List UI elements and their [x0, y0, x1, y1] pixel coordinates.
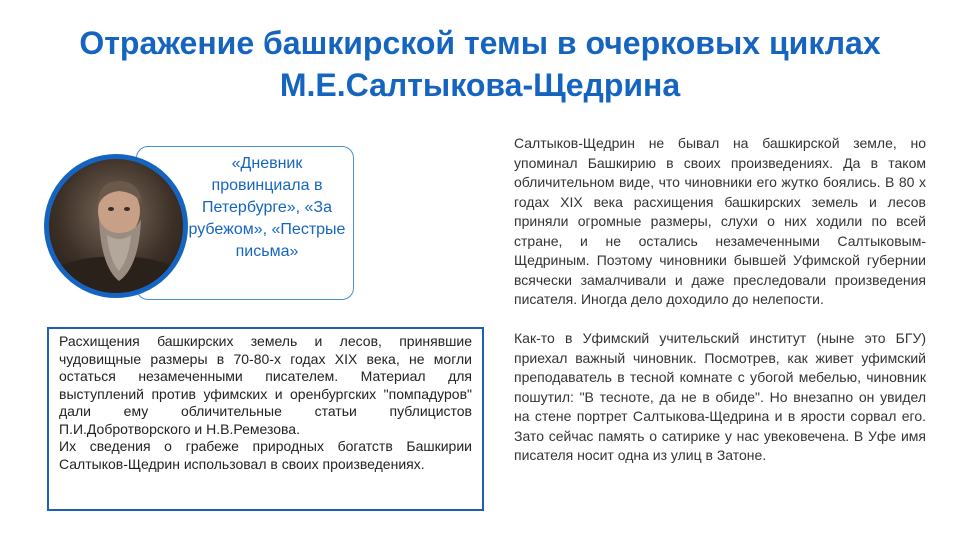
page-title: Отражение башкирской темы в очерковых циклах М.Е.Салтыкова-Щедрина — [79, 25, 881, 103]
portrait-icon — [49, 159, 183, 293]
main-paragraph-1: Салтыков-Щедрин не бывал на башкирской земле, но упоминал Башкирию в своих произведениях. Да в таком обличительном виде, что чиновники его жутко боялись. В 80 х годах XIX века расхищения башкирских земель и лесов приняли огромные размеры, слухи о них ходили по всей стране, и не остались незамеченными Салтыковым-Щедриным. Поэтому чиновники бывшей Уфимской губернии всячески замалчивали и даже преследовали произведения писателя. Иногда дело доходило до нелепости. — [514, 135, 926, 307]
main-text — [514, 134, 926, 466]
info-box — [47, 327, 484, 511]
info-paragraph-2: Их сведения о грабеже природных богатств Башкирии Салтыков-Щедрин использовал в своих произведениях. — [59, 438, 472, 472]
info-paragraph-1: Расхищения башкирских земель и лесов, принявшие чудовищные размеры в 70-80-х годах XIX века, не могли остаться незамеченными писателем. Материал для выступлений против уфимских и оренбургских "помпадуров" дали ему обличительные статьи публицистов П.И.Добротворского и Н.В.Ремезова. — [59, 333, 472, 437]
main-paragraph-2: Как-то в Уфимский учительский институт (ныне это БГУ) приехал важный чиновник. Посмотрев, как живет уфимский преподаватель в тесной комнате с убогой мебелью, чиновник пошутил: "В тесноте, да не в обиде". Но внезапно он увидел на стене портрет Салтыкова-Щедрина и в ярости сорвал его. Зато сейчас память о сатирике у нас увековечена. В Уфе имя писателя носит одна из улиц в Затоне. — [514, 330, 926, 463]
quote-text: «Дневник провинциала в Петербурге», «За рубежом», «Пестрые письма» — [188, 155, 346, 260]
portrait-saltykov-image — [44, 154, 188, 298]
